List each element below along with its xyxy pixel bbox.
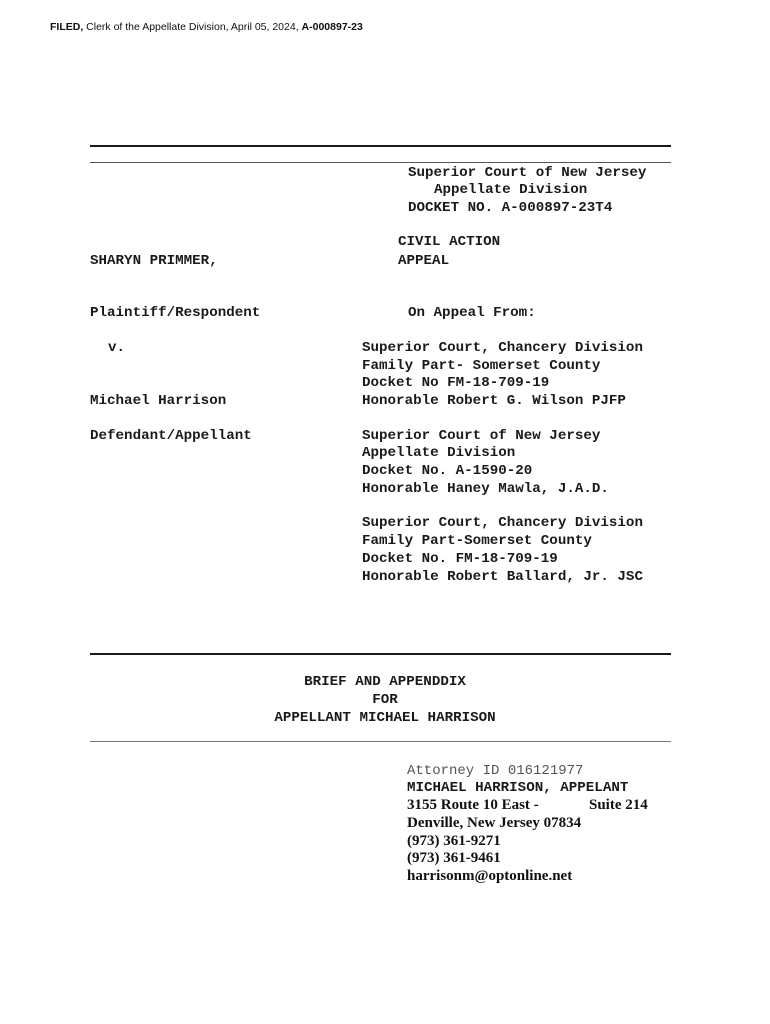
filed-label: FILED, [50,21,84,33]
lower-court-2-line2: Appellate Division [362,445,516,461]
lower-court-2-line3: Docket No. A-1590-20 [362,463,533,479]
appeal-label: APPEAL [398,253,450,269]
versus: v. [108,340,126,356]
lower-court-1-line4: Honorable Robert G. Wilson PJFP [362,393,626,409]
docket-number: DOCKET NO. A-000897-23T4 [408,200,613,216]
defendant-name: Michael Harrison [90,393,227,409]
on-appeal-from: On Appeal From: [408,305,536,321]
attorney-name: MICHAEL HARRISON, APPELANT [407,780,629,796]
lower-court-1-line3: Docket No FM-18-709-19 [362,375,550,391]
top-rule-1 [90,145,671,147]
court-header-line1: Superior Court of New Jersey [408,165,647,181]
plaintiff-role: Plaintiff/Respondent [90,305,261,321]
brief-title-line1: BRIEF AND APPENDDIX [304,674,466,690]
lower-court-3-line4: Honorable Robert Ballard, Jr. JSC [362,569,643,585]
defendant-role: Defendant/Appellant [90,428,252,444]
attorney-street: 3155 Route 10 East - [407,797,539,813]
title-rule-top [90,653,671,655]
lower-court-3-line1: Superior Court, Chancery Division [362,515,643,531]
filed-docket: A-000897-23 [301,21,363,33]
title-rule-bottom [90,741,671,742]
attorney-phone-2: (973) 361-9461 [407,850,501,866]
lower-court-1-line1: Superior Court, Chancery Division [362,340,643,356]
lower-court-3-line2: Family Part-Somerset County [362,533,592,549]
court-header-line2: Appellate Division [434,182,588,198]
lower-court-3-line3: Docket No. FM-18-709-19 [362,551,558,567]
attorney-city: Denville, New Jersey 07834 [407,815,582,831]
brief-title-line3: APPELLANT MICHAEL HARRISON [274,710,496,726]
filing-stamp [50,21,363,33]
civil-action: CIVIL ACTION [398,234,501,250]
top-rule-2 [90,162,671,163]
lower-court-1-line2: Family Part- Somerset County [362,358,601,374]
lower-court-2-line4: Honorable Haney Mawla, J.A.D. [362,481,609,497]
attorney-email[interactable]: harrisonm@optonline.net [407,868,573,884]
attorney-phone-1: (973) 361-9271 [407,833,501,849]
brief-title-line2: FOR [372,692,398,708]
lower-court-2-line1: Superior Court of New Jersey [362,428,601,444]
attorney-id: Attorney ID 016121977 [407,763,584,779]
attorney-suite: Suite 214 [589,797,648,813]
filed-text: Clerk of the Appellate Division, April 05, 2024, [83,21,302,33]
plaintiff-name: SHARYN PRIMMER, [90,253,218,269]
